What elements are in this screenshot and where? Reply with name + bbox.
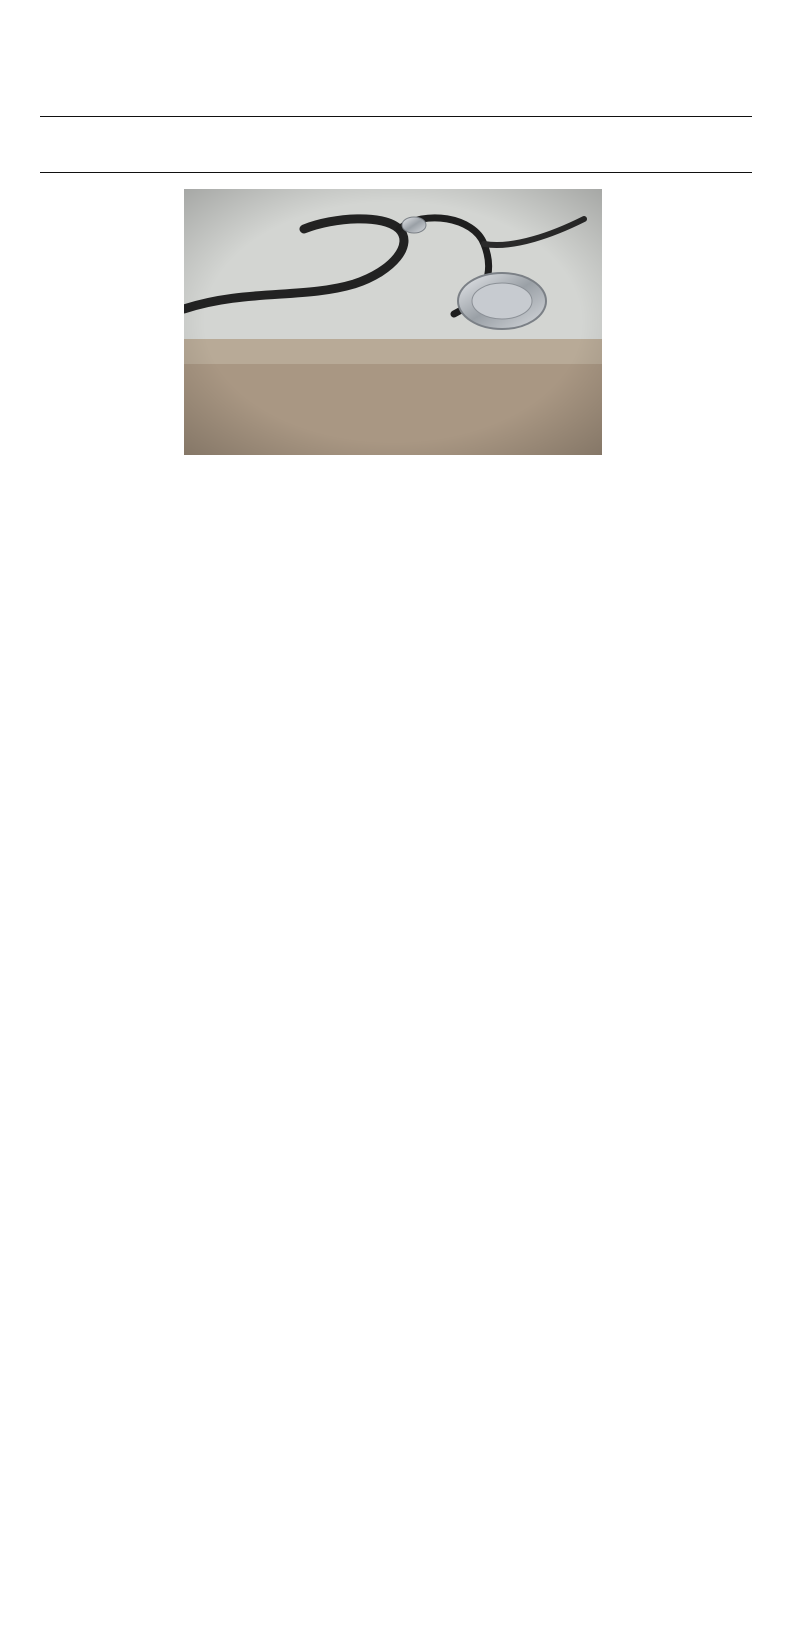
column-5 — [616, 182, 752, 1586]
page-folio — [40, 104, 752, 116]
column-1 — [40, 182, 176, 1586]
column-2 — [184, 488, 314, 1586]
column-4 — [471, 488, 602, 1586]
section-masthead — [40, 118, 752, 168]
medicare-photo-illustration — [184, 189, 602, 455]
top-rule — [40, 116, 752, 117]
medicare-photo — [184, 189, 602, 455]
masthead-rule — [40, 172, 752, 173]
column-3 — [328, 488, 459, 1586]
